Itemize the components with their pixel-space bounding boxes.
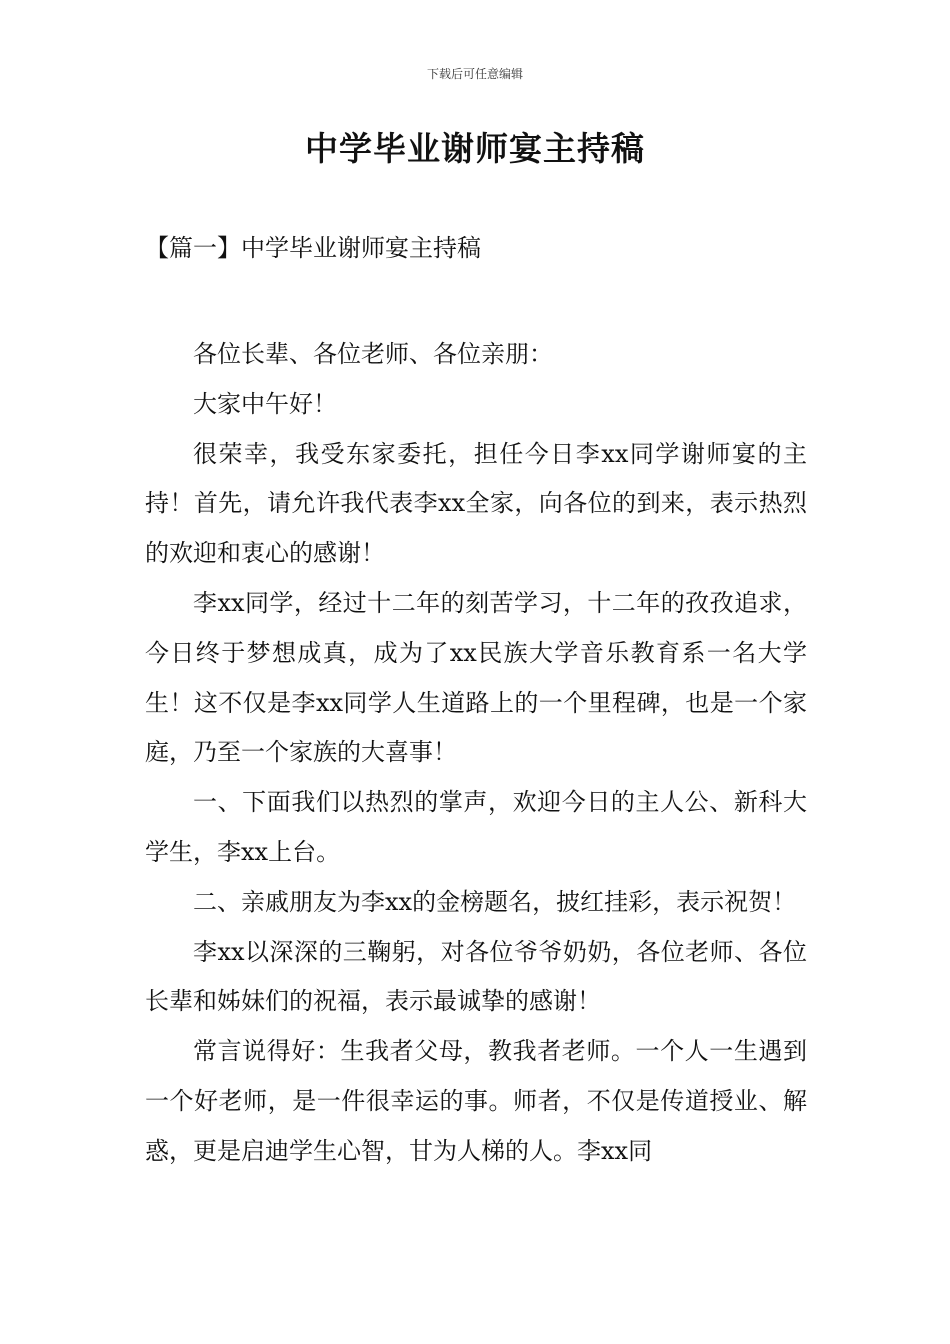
header-note: 下载后可任意编辑	[426, 67, 523, 81]
paragraph-teachers: 常言说得好：生我者父母，教我者老师。一个人一生遇到一个好老师，是一件很幸运的事。师者，不仅是传道授业、解惑，更是启迪学生心智，甘为人梯的人。李xx同	[145, 1037, 807, 1165]
paragraph-step-one: 一、下面我们以热烈的掌声，欢迎今日的主人公、新科大学生，李xx上台。	[145, 788, 807, 866]
document-title: 中学毕业谢师宴主持稿	[305, 129, 645, 168]
paragraph-greeting: 大家中午好！	[193, 389, 337, 418]
paragraph-introduction: 很荣幸，我受东家委托，担任今日李xx同学谢师宴的主持！首先，请允许我代表李xx全家，向各位的到来，表示热烈的欢迎和衷心的感谢！	[145, 439, 807, 568]
paragraph-salutation: 各位长辈、各位老师、各位亲朋：	[193, 340, 553, 368]
paragraph-thanks: 李xx以深深的三鞠躬，对各位爷爷奶奶，各位老师、各位长辈和姊妹们的祝福，表示最诚挚的感谢！	[145, 937, 807, 1016]
section-heading: 【篇一】中学毕业谢师宴主持稿	[145, 234, 481, 262]
paragraph-achievement: 李xx同学，经过十二年的刻苦学习，十二年的孜孜追求，今日终于梦想成真，成为了xx民族大学音乐教育系一名大学生！这不仅是李xx同学人生道路上的一个里程碑，也是一个家庭，乃至一个家族的大喜事！	[145, 588, 807, 767]
document-body	[145, 330, 807, 1177]
paragraph-step-two: 二、亲戚朋友为李xx的金榜题名，披红挂彩，表示祝贺！	[193, 887, 797, 916]
